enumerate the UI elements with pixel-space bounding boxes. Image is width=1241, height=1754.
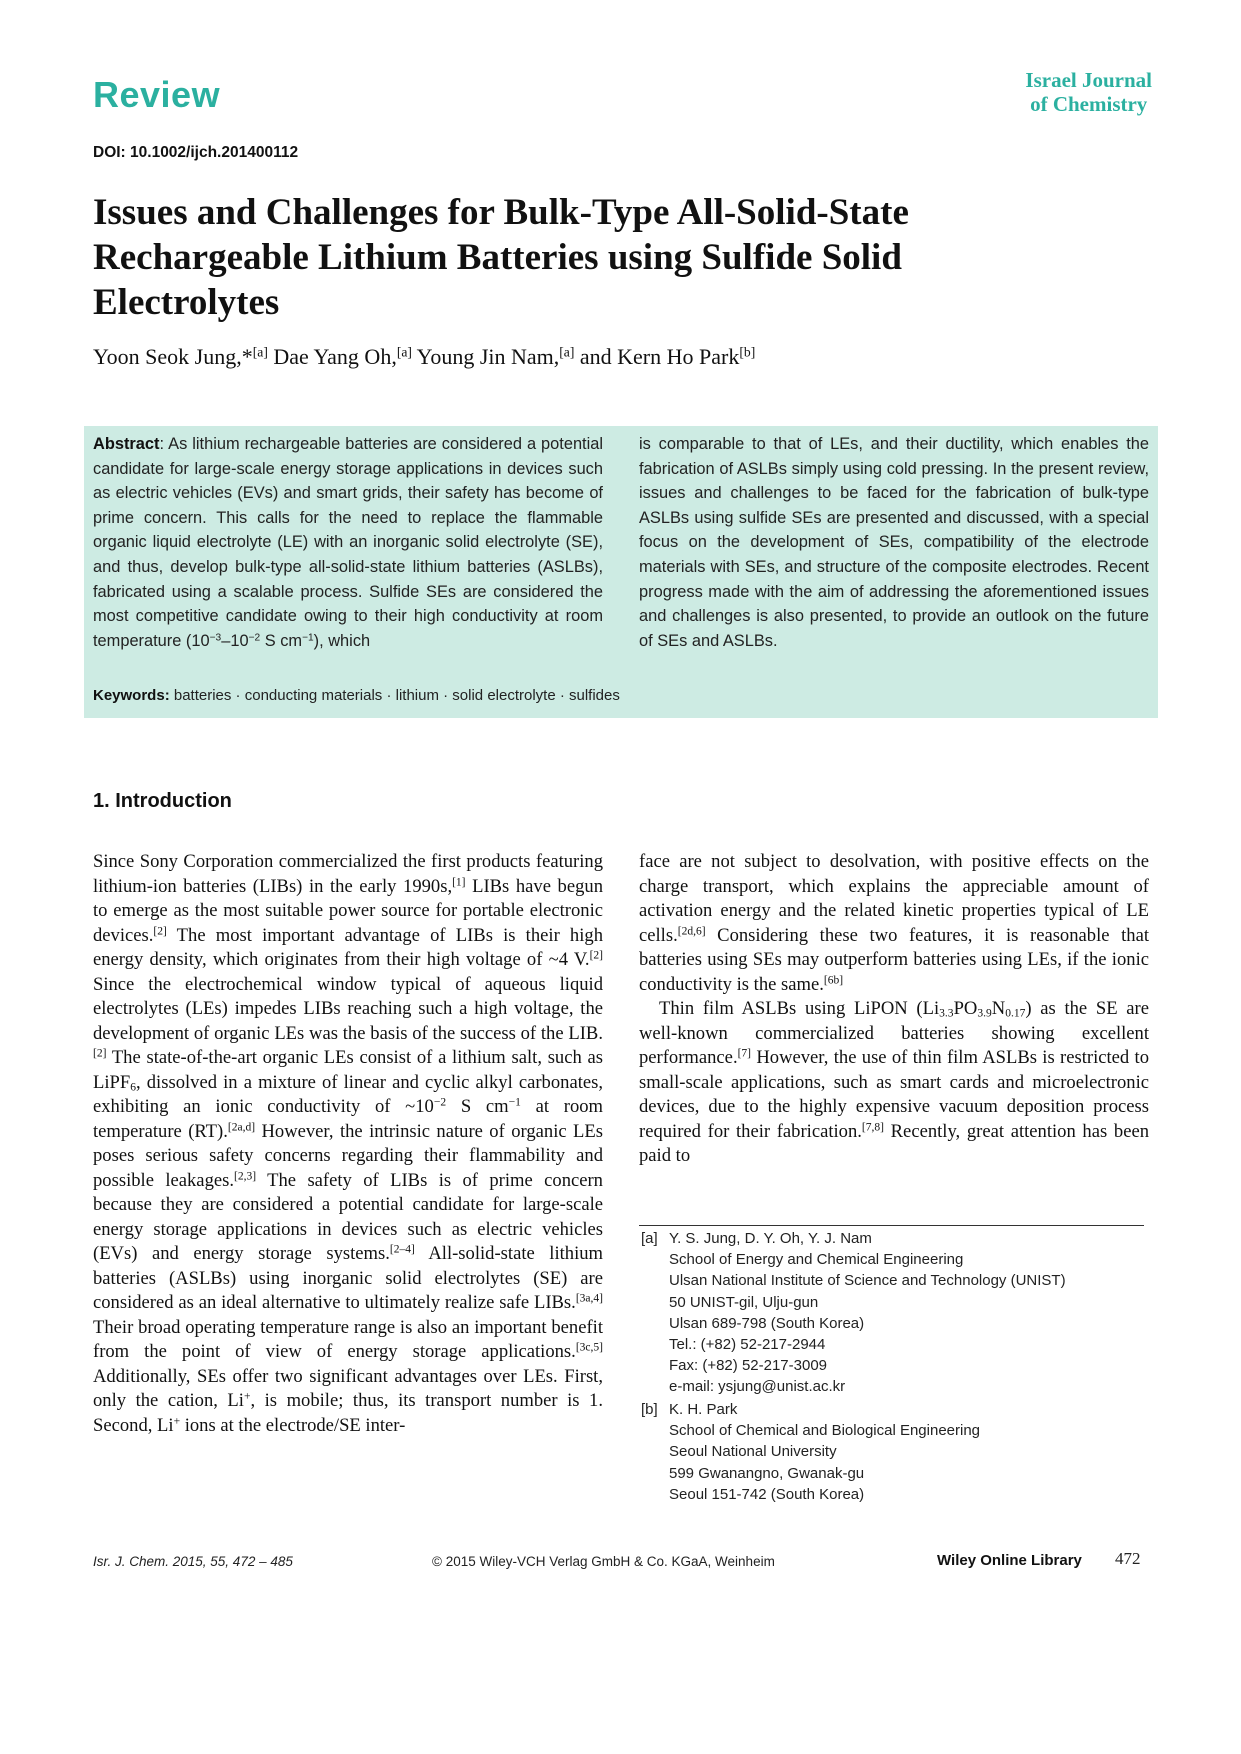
body-text-run: Recently, great attention has been paid to (639, 1120, 1149, 1166)
article-title: Issues and Challenges for Bulk-Type All-Solid-State Rechargeable Lithium Batteries using Sulfide Solid Electrolytes (93, 192, 909, 323)
affiliation-line: Y. S. Jung, D. Y. Oh, Y. J. Nam (669, 1230, 872, 1247)
affiliation-line: K. H. Park (669, 1401, 738, 1418)
citation-superscript: [3a,4] (575, 1292, 603, 1305)
affiliation-line: 50 UNIST-gil, Ulju-gun (669, 1293, 819, 1311)
body-paragraph (639, 997, 1149, 1169)
body-text-run: Since Sony Corporation commercialized the first products featuring lithium-ion batteries (LIBs) in the early 1990s, (93, 851, 603, 897)
body-text-run: face are not subject to desolvation, with positive effects on the charge transport, which explains the appreciable amount of activation energy and the related kinetic properties typical of LE cells. (639, 851, 1149, 946)
subscript: 0.17 (1005, 1007, 1026, 1020)
body-text-run: All-solid-state lithium batteries (ASLBs) using inorganic solid electrolytes (SE) are considered as an ideal alternative to ultimately realize safe LIBs. (93, 1243, 603, 1313)
citation-superscript: −1 (508, 1096, 521, 1109)
body-text-run: PO (953, 998, 978, 1019)
author-list (93, 344, 1093, 370)
citation-superscript: [6b] (823, 974, 844, 987)
doi: DOI: 10.1002/ijch.201400112 (93, 144, 299, 161)
author-name: Kern Ho Park (617, 344, 740, 369)
body-text-run: at room temperature (RT). (93, 1096, 604, 1142)
page-number: 472 (1115, 1549, 1141, 1568)
abstract-text-left: As lithium rechargeable batteries are considered a potential candidate for large-scale energy storage applications in devices such as electric vehicles (EVs) and smart grids, their safety has become of prime concern. This calls for the need to replace the flammable organic liquid electrolyte (LE) with an inorganic solid electrolyte (SE), and thus, develop bulk-type all-solid-state lithium batteries (ASLBs), fabricated using a scalable process. Sulfide SEs are considered the most competitive candidate owing to their high conductivity at room temperature (10 (93, 435, 604, 650)
citation-superscript: [2] (153, 925, 167, 938)
affiliation-tag: [a] (641, 1230, 658, 1247)
author-affiliation-mark: [a] (559, 344, 575, 360)
keywords-list: batteries · conducting materials · lithium · solid electrolyte · sulfides (173, 687, 620, 704)
abstract-text-fragment: S cm (260, 631, 303, 650)
abstract-text-fragment: ), which (313, 631, 371, 650)
abstract-left-column (93, 432, 603, 653)
affiliation-line: Tel.: (+82) 52-217-2944 (669, 1336, 826, 1354)
affiliations-divider (639, 1225, 1144, 1226)
section-label: Review (93, 74, 221, 115)
abstract-exponent: −2 (248, 632, 261, 644)
body-text-run: LIBs have begun to emerge as the most suitable power source for portable electronic devices. (93, 875, 603, 946)
body-text-run: Additionally, SEs offer two significant advantages over LEs. First, only the cation, Li (93, 1365, 603, 1411)
abstract-exponent: −3 (209, 632, 222, 644)
body-text-run: Their broad operating temperature range is also an important benefit from the point of view of energy storage applications. (93, 1316, 603, 1362)
affiliation-line: Ulsan 689-798 (South Korea) (669, 1314, 865, 1332)
body-text-run: ) as the SE are well-known commercialized batteries showing excellent performance. (639, 998, 1149, 1068)
author-affiliation-mark: [a] (396, 344, 412, 360)
body-text-run: However, the intrinsic nature of organic LEs poses serious safety concerns regarding their flammability and possible leakages. (93, 1120, 603, 1191)
abstract-exponent: −1 (302, 632, 314, 644)
body-text-run: Considering these two features, it is reasonable that batteries using SEs may outperform batteries using LEs, if the ionic conductivity is the same. (639, 924, 1149, 995)
affiliation-line: School of Energy and Chemical Engineering (669, 1251, 964, 1269)
affiliation-lines (669, 1399, 1144, 1505)
abstract-label-separator: : (159, 435, 169, 453)
keywords (93, 687, 1143, 704)
author-separator: and (574, 344, 618, 369)
keywords-label: Keywords: (93, 687, 170, 704)
body-text-left-column (93, 850, 603, 1438)
footer-library-link[interactable]: Wiley Online Library (937, 1552, 1082, 1569)
citation-superscript: [2a,d] (227, 1121, 256, 1134)
citation-superscript: + (243, 1390, 251, 1403)
author-affiliation-mark: [a] (252, 344, 268, 360)
body-text-run: N (991, 998, 1006, 1019)
author-name: Young Jin Nam, (416, 344, 560, 369)
citation-superscript: [7,8] (861, 1121, 884, 1134)
journal-name (1025, 68, 1152, 116)
citation-superscript: [2,3] (234, 1170, 257, 1183)
body-text-run: However, the use of thin film ASLBs is restricted to small-scale applications, such as smart cards and microelectronic devices, due to the highly expensive vacuum deposition process required for their fabrication. (639, 1047, 1149, 1142)
subscript: 3.9 (977, 1007, 992, 1020)
affiliation-line: Seoul 151-742 (South Korea) (669, 1485, 865, 1503)
body-text-run: The most important advantage of LIBs is their high energy density, which originates from their high voltage of ~4 V. (93, 924, 603, 970)
journal-name-line1: Israel Journal (1025, 68, 1152, 92)
body-text-run: ions at the electrode/SE inter- (180, 1414, 406, 1436)
body-text-run: The state-of-the-art organic LEs consist of a lithium salt, such as LiPF (93, 1047, 603, 1093)
body-text-run: Since the electrochemical window typical of aqueous liquid electrolytes (LEs) impedes LIBs reaching such a high voltage, the development of organic LEs was the basis of the success of the LIB. (93, 973, 603, 1044)
abstract-label: Abstract (93, 435, 160, 453)
subscript: 6 (130, 1080, 136, 1093)
citation-superscript: + (173, 1415, 181, 1428)
footer-copyright: © 2015 Wiley-VCH Verlag GmbH & Co. KGaA, Weinheim (432, 1554, 775, 1569)
citation-superscript: [7] (737, 1047, 752, 1060)
author-name: Dae Yang Oh, (273, 344, 397, 369)
affiliation-line: School of Chemical and Biological Engineering (669, 1422, 981, 1440)
author-affiliation-mark: [b] (739, 344, 756, 360)
affiliation-line: 599 Gwanangno, Gwanak-gu (669, 1464, 865, 1482)
body-text-run: S cm (446, 1096, 509, 1117)
affiliation-line: Seoul National University (669, 1443, 837, 1461)
abstract-right-column: is comparable to that of LEs, and their ductility, which enables the fabrication of ASLBs simply using cold pressing. In the present review, issues and challenges to be faced for the fabrication of bulk-type ASLBs using sulfide SEs are presented and discussed, with a special focus on the development of SEs, compatibility of the electrode materials with SEs, and structure of the composite electrodes. Recent progress made with the aim of addressing the aforementioned issues and challenges is also presented, to provide an outlook on the future of SEs and ASLBs. (639, 435, 1149, 650)
body-text-run: The safety of LIBs is of prime concern because they are considered a potential candidate for large-scale energy storage applications in devices such as electric vehicles (EVs) and energy storage systems. (93, 1169, 603, 1264)
subscript: 3.3 (939, 1007, 954, 1020)
author-name: Yoon Seok Jung,* (93, 344, 253, 369)
footer-citation: Isr. J. Chem. 2015, 55, 472 – 485 (93, 1554, 293, 1569)
body-text-run: , is mobile; thus, its transport number is 1. Second, Li (93, 1390, 603, 1436)
section-heading-introduction: 1. Introduction (93, 790, 232, 812)
citation-superscript: [2] (589, 949, 603, 962)
citation-superscript: [3c,5] (575, 1341, 603, 1354)
body-paragraph (639, 850, 1149, 997)
body-text-run: , dissolved in a mixture of linear and cyclic alkyl carbonates, exhibiting an ionic conductivity of ~10 (93, 1071, 603, 1117)
affiliation-b (639, 1399, 1144, 1505)
affiliation-a (639, 1228, 1144, 1398)
body-text-run: Thin film ASLBs using LiPON (Li (659, 998, 940, 1019)
abstract-text-fragment: –10 (221, 631, 249, 650)
citation-superscript: [2] (93, 1047, 107, 1060)
journal-name-line2: of Chemistry (1030, 92, 1148, 116)
citation-superscript: −2 (433, 1096, 447, 1109)
affiliation-line: Ulsan National Institute of Science and Technology (UNIST) (669, 1272, 1066, 1290)
citation-superscript: [2–4] (389, 1243, 415, 1256)
affiliation-tag: [b] (641, 1401, 658, 1418)
citation-superscript: [1] (452, 876, 466, 889)
body-text-right-column (639, 850, 1149, 1169)
affiliation-line: Fax: (+82) 52-217-3009 (669, 1357, 828, 1375)
affiliation-line: e-mail: ysjung@unist.ac.kr (669, 1378, 846, 1396)
citation-superscript: [2d,6] (677, 925, 706, 938)
affiliation-lines (669, 1228, 1144, 1398)
